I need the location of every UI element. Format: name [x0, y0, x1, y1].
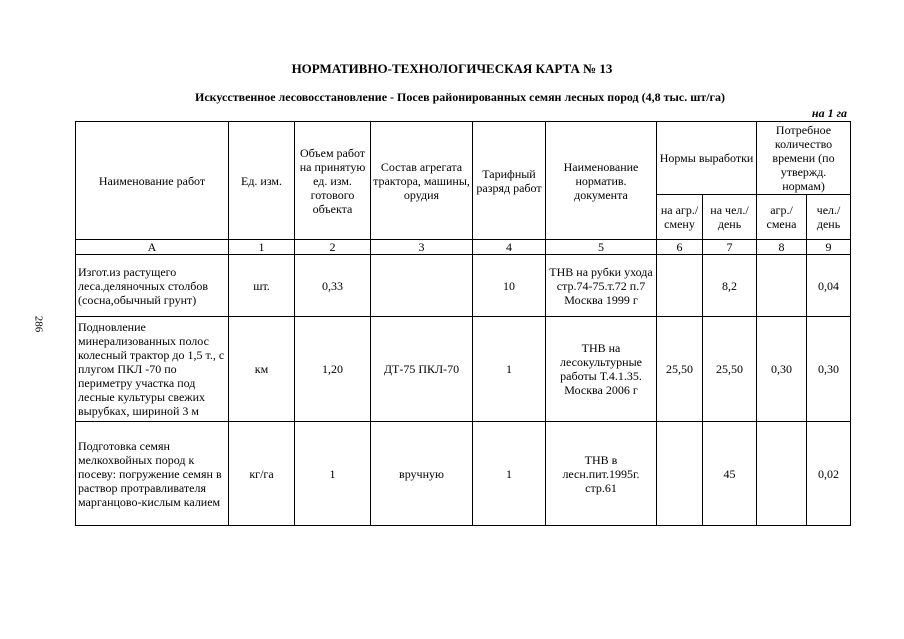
header-time: Потребное количество времени (по утвержд. нормам) [757, 122, 851, 195]
cell-time-agr: 0,30 [757, 317, 807, 422]
unit-note: на 1 га [811, 106, 847, 120]
header-unit: Ед. изм. [229, 122, 295, 240]
cell-document: ТНВ на лесокультурные работы Т.4.1.35. Москва 2006 г [546, 317, 657, 422]
cell-aggregate: вручную [371, 422, 473, 526]
header-volume: Объем работ на принятую ед. изм. готового объекта [295, 122, 371, 240]
table-row [76, 422, 851, 526]
norms-table [75, 121, 851, 526]
cell-volume: 1,20 [295, 317, 371, 422]
column-number: 5 [546, 240, 657, 255]
header-norm-agr: на агр./ смену [657, 195, 703, 240]
page-subtitle: Искусственное лесовосстановление - Посев районированных семян лесных пород (4,8 тыс. шт/га) [195, 90, 725, 104]
page-title: НОРМАТИВНО-ТЕХНОЛОГИЧЕСКАЯ КАРТА № 13 [291, 61, 613, 76]
cell-volume: 0,33 [295, 255, 371, 317]
page-number: 286 [32, 315, 45, 333]
column-number: 8 [757, 240, 807, 255]
column-number: 2 [295, 240, 371, 255]
column-number-row [76, 240, 851, 255]
cell-grade: 1 [473, 422, 546, 526]
cell-aggregate [371, 255, 473, 317]
column-number: 3 [371, 240, 473, 255]
cell-unit: шт. [229, 255, 295, 317]
header-row-1 [76, 122, 851, 195]
column-number: 9 [807, 240, 851, 255]
cell-grade: 10 [473, 255, 546, 317]
table-row [76, 317, 851, 422]
cell-norm-agr: 25,50 [657, 317, 703, 422]
column-number: А [76, 240, 229, 255]
cell-time-agr [757, 255, 807, 317]
cell-name: Изгот.из растущего леса.деляночных столбов (сосна,обычный грунт) [76, 255, 229, 317]
header-norm-person: на чел./ день [703, 195, 757, 240]
header-document: Наименование норматив. документа [546, 122, 657, 240]
cell-norm-person: 45 [703, 422, 757, 526]
cell-time-person: 0,30 [807, 317, 851, 422]
cell-unit: км [229, 317, 295, 422]
cell-norm-person: 8,2 [703, 255, 757, 317]
cell-norm-agr [657, 422, 703, 526]
cell-name: Подновление минерализованных полос колесный трактор до 1,5 т., с плугом ПКЛ -70 по периметру участка под лесные культуры свежих вырубках, шириной 3 м [76, 317, 229, 422]
cell-norm-person: 25,50 [703, 317, 757, 422]
column-number: 1 [229, 240, 295, 255]
table-row [76, 255, 851, 317]
header-aggregate: Состав агрегата трактора, машины, орудия [371, 122, 473, 240]
cell-time-person: 0,02 [807, 422, 851, 526]
column-number: 4 [473, 240, 546, 255]
header-norms: Нормы выработки [657, 122, 757, 195]
header-time-agr: агр./ смена [757, 195, 807, 240]
cell-time-person: 0,04 [807, 255, 851, 317]
header-name: Наименование работ [76, 122, 229, 240]
cell-aggregate: ДТ-75 ПКЛ-70 [371, 317, 473, 422]
cell-document: ТНВ на рубки ухода стр.74-75.т.72 п.7 Москва 1999 г [546, 255, 657, 317]
cell-volume: 1 [295, 422, 371, 526]
cell-document: ТНВ в лесн.пит.1995г. стр.61 [546, 422, 657, 526]
cell-name: Подготовка семян мелкохвойных пород к посеву: погружение семян в раствор протравливателя марганцово-кислым калием [76, 422, 229, 526]
cell-norm-agr [657, 255, 703, 317]
cell-time-agr [757, 422, 807, 526]
header-time-person: чел./ день [807, 195, 851, 240]
column-number: 7 [703, 240, 757, 255]
column-number: 6 [657, 240, 703, 255]
cell-grade: 1 [473, 317, 546, 422]
cell-unit: кг/га [229, 422, 295, 526]
header-grade: Тарифный разряд работ [473, 122, 546, 240]
